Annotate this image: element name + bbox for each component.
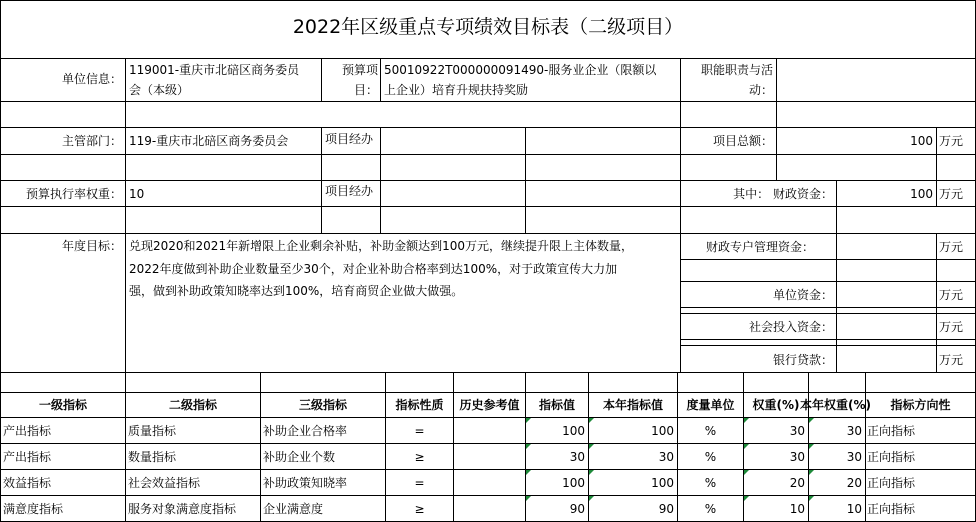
unit-info-value-line2: 会（本级） [129,83,190,97]
cell-nature: = [414,476,425,490]
cell-unit: % [704,450,717,464]
cell-level3: 企业满意度 [263,502,324,516]
cell-level2: 数量指标 [128,450,177,464]
cell-nature: ≥ [414,502,425,516]
budget-item-label-line1: 预算项 [341,63,378,77]
cell-marker [526,470,531,475]
special-account-fund-unit: 万元 [939,240,964,254]
cell-marker [589,444,594,449]
budget-item-label-line2: 目： [353,83,378,97]
budget-item-value-line2: 上企业）培育升规扶持奖励 [384,83,529,97]
cell-marker [589,418,594,423]
social-fund-label: 社会投入资金： [748,320,833,334]
header-year-target: 本年指标值 [602,398,663,412]
project-manager-label-2: 项目经办 [325,184,374,198]
cell-level1: 效益指标 [3,476,52,490]
cell-weight: 30 [789,450,805,464]
cell-marker [526,496,531,501]
project-total-unit: 万元 [939,134,964,148]
finance-fund-label: 其中： 财政资金： [733,187,833,201]
header-weight: 权重(%) [752,398,800,412]
cell-marker [589,470,594,475]
cell-year-target: 30 [658,450,674,464]
duty-label-line2: 动： [748,83,773,97]
header-year-weight: 本年权重(%) [800,398,871,412]
cell-level1: 产出指标 [3,450,52,464]
cell-direction: 正向指标 [867,424,916,438]
unit-info-label: 单位信息： [61,72,122,86]
header-level2: 二级指标 [168,398,217,412]
cell-target: 90 [569,502,585,516]
cell-marker [744,444,749,449]
cell-marker [809,470,814,475]
exec-weight-value: 10 [129,187,145,201]
unit-fund-unit: 万元 [939,288,964,302]
cell-marker [744,496,749,501]
cell-marker [809,496,814,501]
cell-level3: 补助政策知晓率 [263,476,348,490]
header-direction: 指标方向性 [890,398,951,412]
cell-weight: 20 [789,476,805,490]
annual-goal-line1: 兑现2020和2021年新增限上企业剩余补贴，补助金额达到100万元，继续提升限上主体数量， [129,239,633,253]
cell-level2: 社会效益指标 [128,476,201,490]
cell-level3: 补助企业合格率 [263,424,348,438]
cell-direction: 正向指标 [867,502,916,516]
cell-target: 100 [562,424,585,438]
social-fund-unit: 万元 [939,320,964,334]
cell-weight: 30 [789,424,805,438]
budget-item-value-line1: 50010922T000000091490-服务业企业（限额以 [384,63,657,77]
header-history: 历史参考值 [459,398,520,412]
cell-year-target: 90 [658,502,674,516]
cell-year-weight: 20 [846,476,862,490]
cell-marker [744,418,749,423]
cell-year-weight: 30 [846,424,862,438]
cell-year-target: 100 [651,476,674,490]
project-manager-label-1: 项目经办 [325,132,374,146]
unit-info-value-line1: 119001-重庆市北碚区商务委员 [129,63,300,77]
cell-level1: 满意度指标 [3,502,64,516]
dept-value: 119-重庆市北碚区商务委员会 [129,134,289,148]
header-target: 指标值 [538,398,575,412]
cell-target: 100 [562,476,585,490]
header-level1: 一级指标 [38,398,87,412]
cell-marker [526,444,531,449]
annual-goal-label: 年度目标： [61,239,122,253]
cell-year-target: 100 [651,424,674,438]
exec-weight-label: 预算执行率权重： [25,187,122,201]
cell-nature: ≥ [414,450,425,464]
cell-marker [589,496,594,501]
cell-nature: = [414,424,425,438]
cell-level2: 质量指标 [128,424,177,438]
page-title: 2022年区级重点专项绩效目标表（二级项目） [292,16,684,38]
cell-direction: 正向指标 [867,476,916,490]
project-total-label: 项目总额： [712,134,773,148]
bank-loan-label: 银行贷款： [772,353,833,367]
header-nature: 指标性质 [395,398,444,412]
dept-label: 主管部门： [61,134,122,148]
cell-target: 30 [569,450,585,464]
cell-level3: 补助企业个数 [263,450,336,464]
special-account-fund-label: 财政专户管理资金： [705,240,814,254]
cell-direction: 正向指标 [867,450,916,464]
finance-fund-unit: 万元 [939,187,964,201]
annual-goal-line2: 2022年度做到补助企业数量至少30个，对企业补助合格率到达100%，对于政策宣传大力加 [129,262,618,276]
project-total-value: 100 [910,134,933,148]
finance-fund-value: 100 [910,187,933,201]
annual-goal-line3: 强，做到补助政策知晓率达到100%，培育商贸企业做大做强。 [129,284,464,298]
cell-year-weight: 30 [846,450,862,464]
cell-marker [526,418,531,423]
unit-fund-label: 单位资金： [772,288,833,302]
cell-level1: 产出指标 [3,424,52,438]
header-unit: 度量单位 [686,398,735,412]
cell-level2: 服务对象满意度指标 [128,502,237,516]
header-level3: 三级指标 [298,398,347,412]
cell-year-weight: 10 [846,502,862,516]
cell-unit: % [704,502,717,516]
bank-loan-unit: 万元 [939,353,964,367]
duty-label-line1: 职能职责与活 [700,63,773,77]
cell-unit: % [704,476,717,490]
cell-unit: % [704,424,717,438]
cell-weight: 10 [789,502,805,516]
cell-marker [809,418,814,423]
cell-marker [744,470,749,475]
cell-marker [809,444,814,449]
